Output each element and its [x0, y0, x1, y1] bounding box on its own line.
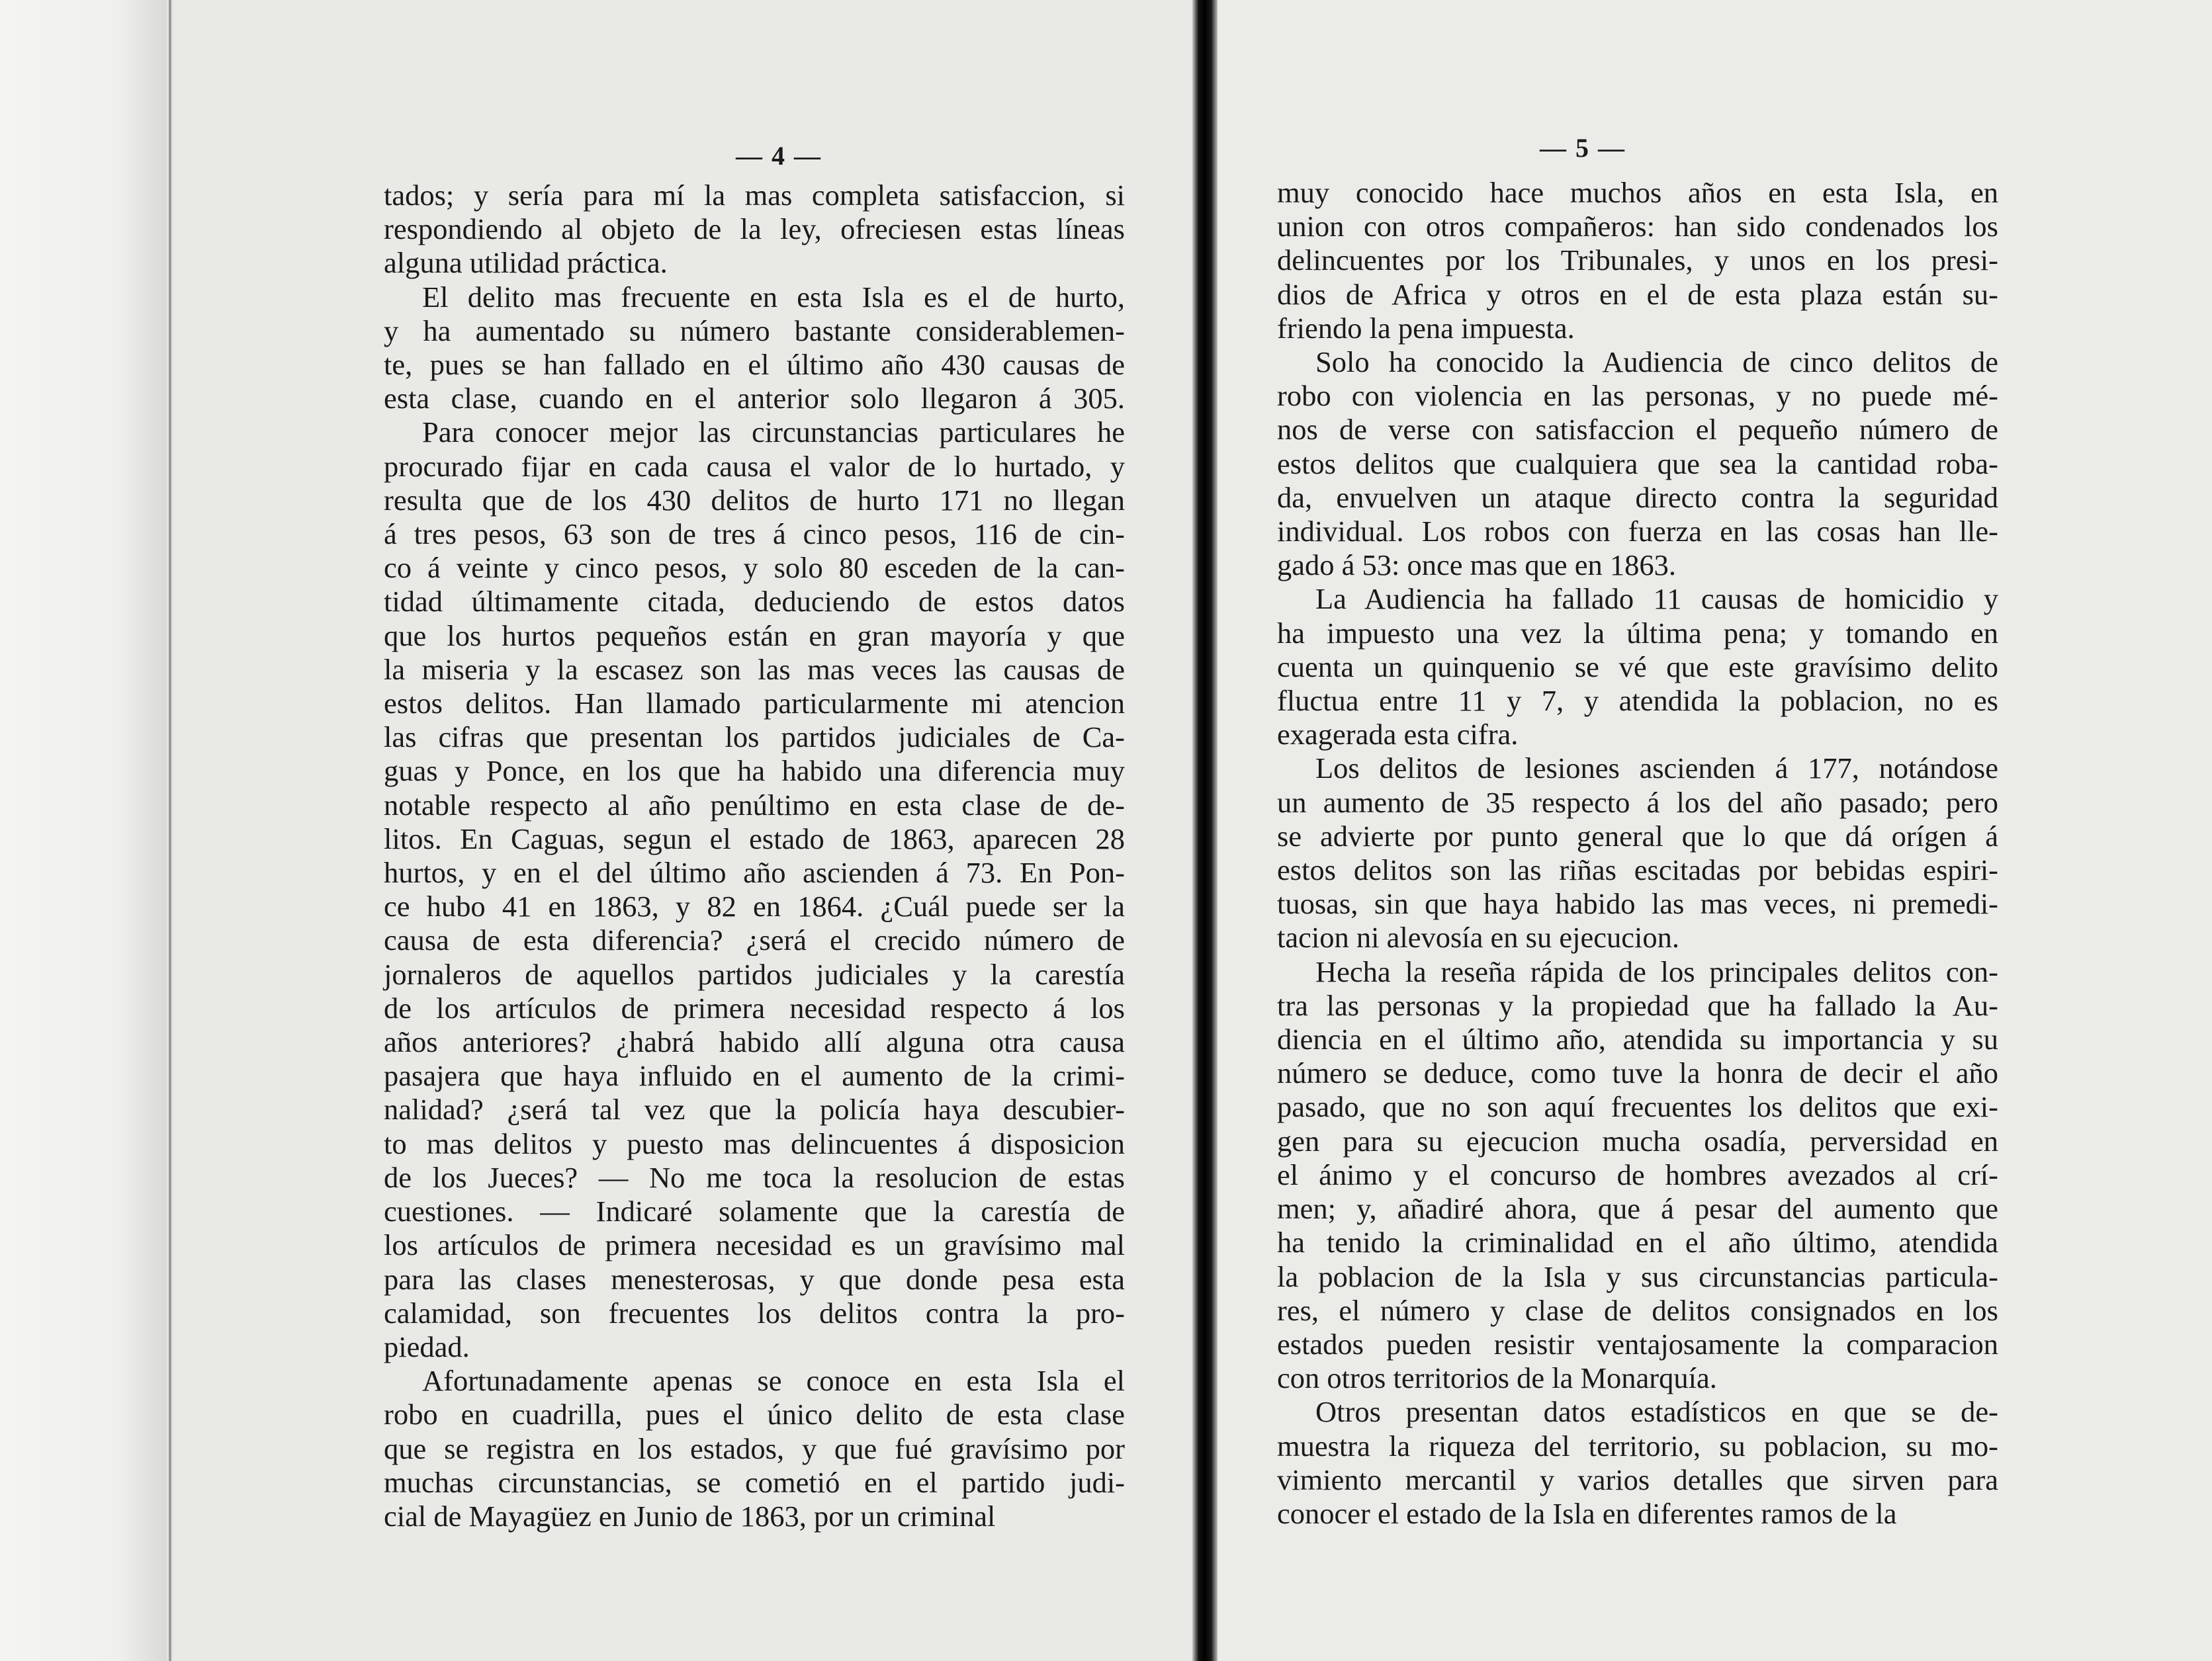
text-line: El delito mas frecuente en esta Isla es el de hurto, [422, 280, 1125, 314]
text-line: procurado fijar en cada causa el valor de lo hurtado, y [384, 449, 1125, 483]
text-line: muestra la riqueza del territorio, su poblacion, su mo- [1277, 1429, 1998, 1463]
text-line: dios de Africa y otros en el de esta plaza están su- [1277, 277, 1998, 311]
text-line: individual. Los robos con fuerza en las cosas han lle- [1277, 515, 1998, 548]
text-line: fluctua entre 11 y 7, y atendida la poblacion, no es [1277, 684, 1998, 718]
text-line: to mas delitos y puesto mas delincuentes á disposicion [384, 1127, 1125, 1160]
text-line: causa de esta diferencia? ¿será el crecido número de [384, 923, 1125, 957]
text-line: un aumento de 35 respecto á los del año pasado; pero [1277, 785, 1998, 819]
text-line: estados pueden resistir ventajosamente la comparacion [1277, 1327, 1998, 1361]
text-line: se advierte por punto general que lo que dá orígen á [1277, 819, 1998, 853]
text-line: cuestiones. — Indicaré solamente que la carestía de [384, 1195, 1125, 1228]
text-line: litos. En Caguas, segun el estado de 1863, aparecen 28 [384, 822, 1125, 855]
text-line: Afortunadamente apenas se conoce en esta Isla el [422, 1364, 1125, 1398]
text-line: ha tenido la criminalidad en el año último, atendida [1277, 1226, 1998, 1259]
text-line: piedad. [384, 1330, 470, 1363]
text-line: Solo ha conocido la Audiencia de cinco delitos de [1315, 345, 1998, 379]
text-line: tuosas, sin que haya habido las mas veces, ni premedi- [1277, 887, 1998, 921]
text-line: y ha aumentado su número bastante considerablemen- [384, 314, 1125, 347]
text-line: de los artículos de primera necesidad respecto á los [384, 991, 1125, 1025]
text-line: hurtos, y en el del último año ascienden á 73. En Pon- [384, 856, 1125, 890]
text-line: te, pues se han fallado en el último año 430 causas de [384, 348, 1125, 382]
text-line: la poblacion de la Isla y sus circunstancias particula- [1277, 1259, 1998, 1293]
text-line: notable respecto al año penúltimo en esta clase de de- [384, 788, 1125, 822]
text-line: jornaleros de aquellos partidos judiciales y la carestía [384, 957, 1125, 991]
text-line: años anteriores? ¿habrá habido allí alguna otra causa [384, 1025, 1125, 1059]
text-line: nalidad? ¿será tal vez que la policía haya descubier- [384, 1093, 1125, 1127]
text-line: da, envuelven un ataque directo contra la seguridad [1277, 480, 1998, 514]
text-line: cial de Mayagüez en Junio de 1863, por un criminal [384, 1499, 996, 1533]
text-line: calamidad, son frecuentes los delitos contra la pro- [384, 1296, 1125, 1330]
left-page-text [384, 179, 1125, 1533]
text-line: La Audiencia ha fallado 11 causas de homicidio y [1315, 582, 1998, 616]
text-line: estos delitos son las riñas escitadas por bebidas espiri- [1277, 853, 1998, 887]
right-page-text [1277, 176, 1998, 1531]
text-line: men; y, añadiré ahora, que á pesar del aumento que [1277, 1192, 1998, 1226]
text-line: gen para su ejecucion mucha osadía, perversidad en [1277, 1124, 1998, 1158]
text-line: los artículos de primera necesidad es un gravísimo mal [384, 1228, 1125, 1262]
text-line: vimiento mercantil y varios detalles que sirven para [1277, 1463, 1998, 1496]
text-line: union con otros compañeros: han sido condenados los [1277, 210, 1998, 243]
text-line: para las clases menesterosas, y que donde pesa esta [384, 1262, 1125, 1296]
text-line: que se registra en los estados, y que fué gravísimo por [384, 1431, 1125, 1465]
text-line: esta clase, cuando en el anterior solo llegaron á 305. [384, 382, 1125, 415]
text-line: respondiendo al objeto de la ley, ofreciesen estas líneas [384, 212, 1125, 246]
text-line: resulta que de los 430 delitos de hurto 171 no llegan [384, 483, 1125, 517]
text-line: pasado, que no son aquí frecuentes los delitos que exi- [1277, 1090, 1998, 1124]
text-line: de los Jueces? — No me toca la resolucion de estas [384, 1160, 1125, 1194]
scan-margin [0, 0, 167, 1661]
scan-edge-line [169, 0, 171, 1661]
text-line: muy conocido hace muchos años en esta Isla, en [1277, 176, 1998, 209]
text-line: diencia en el último año, atendida su importancia y su [1277, 1023, 1998, 1056]
text-line: estos delitos. Han llamado particularmente mi atencion [384, 687, 1125, 720]
text-line: robo con violencia en las personas, y no puede mé- [1277, 379, 1998, 413]
text-line: la miseria y la escasez son las mas veces las causas de [384, 652, 1125, 686]
text-line: tra las personas y la propiedad que ha fallado la Au- [1277, 988, 1998, 1022]
text-line: co á veinte y cinco pesos, y solo 80 esceden de la can- [384, 551, 1125, 585]
text-line: delincuentes por los Tribunales, y unos en los presi- [1277, 243, 1998, 277]
text-line: exagerada esta cifra. [1277, 718, 1519, 751]
text-line: tacion ni alevosía en su ejecucion. [1277, 921, 1679, 955]
text-line: tidad últimamente citada, deduciendo de estos datos [384, 585, 1125, 618]
text-line: muchas circunstancias, se cometió en el partido judi- [384, 1465, 1125, 1499]
text-line: Otros presentan datos estadísticos en que se de- [1315, 1395, 1998, 1429]
text-line: las cifras que presentan los partidos judiciales de Ca- [384, 720, 1125, 754]
right-page-number: — 5 — [1540, 133, 1626, 163]
left-page-number: — 4 — [736, 141, 822, 171]
text-line: robo en cuadrilla, pues el único delito de esta clase [384, 1398, 1125, 1431]
text-line: Hecha la reseña rápida de los principales delitos con- [1315, 955, 1998, 988]
text-line: número se deduce, como tuve la honra de decir el año [1277, 1056, 1998, 1090]
text-line: ce hubo 41 en 1863, y 82 en 1864. ¿Cuál puede ser la [384, 890, 1125, 923]
text-line: guas y Ponce, en los que ha habido una diferencia muy [384, 754, 1125, 788]
text-line: cuenta un quinquenio se vé que este gravísimo delito [1277, 650, 1998, 683]
text-line: Para conocer mejor las circunstancias particulares he [422, 415, 1125, 449]
text-line: alguna utilidad práctica. [384, 246, 668, 280]
text-line: nos de verse con satisfaccion el pequeño número de [1277, 413, 1998, 447]
text-line: tados; y sería para mí la mas completa satisfaccion, si [384, 179, 1125, 212]
text-line: estos delitos que cualquiera que sea la cantidad roba- [1277, 447, 1998, 480]
text-line: á tres pesos, 63 son de tres á cinco pesos, 116 de cin- [384, 517, 1125, 551]
text-line: gado á 53: once mas que en 1863. [1277, 548, 1677, 582]
text-line: el ánimo y el concurso de hombres avezados al crí- [1277, 1158, 1998, 1191]
text-line: friendo la pena impuesta. [1277, 311, 1575, 345]
text-line: que los hurtos pequeños están en gran mayoría y que [384, 618, 1125, 652]
text-line: conocer el estado de la Isla en diferentes ramos de la [1277, 1496, 1897, 1530]
text-line: Los delitos de lesiones ascienden á 177, notándose [1315, 751, 1998, 785]
text-line: res, el número y clase de delitos consignados en los [1277, 1293, 1998, 1327]
text-line: pasajera que haya influido en el aumento de la crimi- [384, 1059, 1125, 1093]
text-line: con otros territorios de la Monarquía. [1277, 1361, 1717, 1395]
book-gutter [1192, 0, 1217, 1661]
text-line: ha impuesto una vez la última pena; y tomando en [1277, 616, 1998, 650]
